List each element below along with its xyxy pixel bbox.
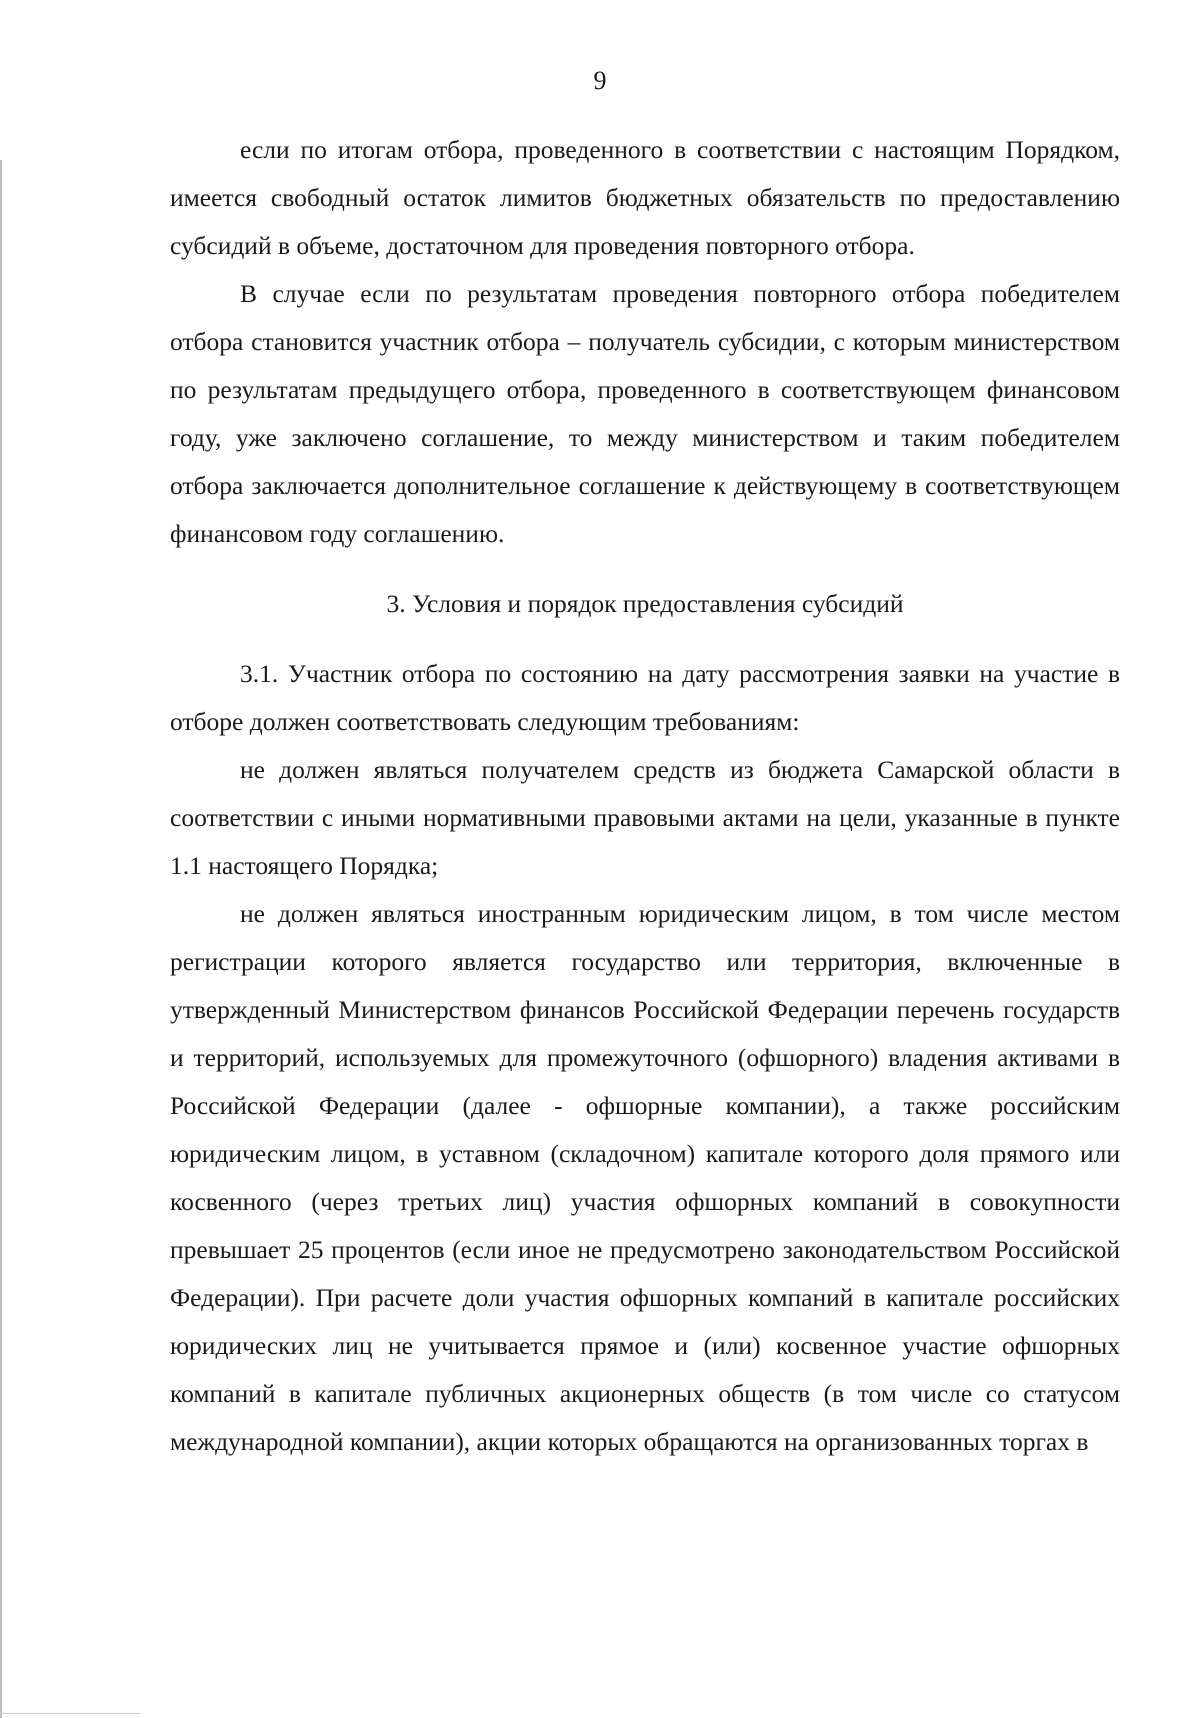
page-number: 9 <box>593 66 607 95</box>
section-heading: 3. Условия и порядок предоставления субсидий <box>386 589 904 618</box>
paragraph-3-1: 3.1. Участник отбора по состоянию на дату рассмотрения заявки на участие в отборе должен соответствовать следующим требованиям: <box>170 659 1120 736</box>
scan-edge-bottom-line <box>0 1713 140 1714</box>
paragraph-continuation: если по итогам отбора, проведенного в соответствии с настоящим Порядком, имеется свободный остаток лимитов бюджетных обязательств по предоставлению субсидий в объеме, достаточном для проведения повторного отбора. <box>170 135 1120 260</box>
paragraph-requirement-offshore: не должен являться иностранным юридическим лицом, в том числе местом регистрации которого является государство или территория, включенные в утвержденный Министерством финансов Российской Федерации перечень государств и территорий, используемых для промежуточного (офшорного) владения активами в Российской Федерации (далее - офшорные компании), а также российским юридическим лицом, в уставном (складочном) капитале которого доля прямого или косвенного (через третьих лиц) участия офшорных компаний в совокупности превышает 25 процентов (если иное не предусмотрено законодательством Российской Федерации). При расчете доли участия офшорных компаний в капитале российских юридических лиц не учитывается прямое и (или) косвенное участие офшорных компаний в капитале публичных акционерных обществ (в том числе со статусом международной компании), акции которых обращаются на организованных торгах в <box>170 899 1120 1456</box>
scan-edge-line <box>0 160 2 1718</box>
paragraph-requirement-budget: не должен являться получателем средств из бюджета Самарской области в соответствии с иными нормативными правовыми актами на цели, указанные в пункте 1.1 настоящего Порядка; <box>170 755 1120 880</box>
document-body <box>170 126 1120 1466</box>
paragraph-repeat-selection: В случае если по результатам проведения повторного отбора победителем отбора становится участник отбора – получатель субсидии, с которым министерством по результатам предыдущего отбора, проведенного в соответствующем финансовом году, уже заключено соглашение, то между министерством и таким победителем отбора заключается дополнительное соглашение к действующему в соответствующем финансовом году соглашению. <box>170 279 1120 548</box>
